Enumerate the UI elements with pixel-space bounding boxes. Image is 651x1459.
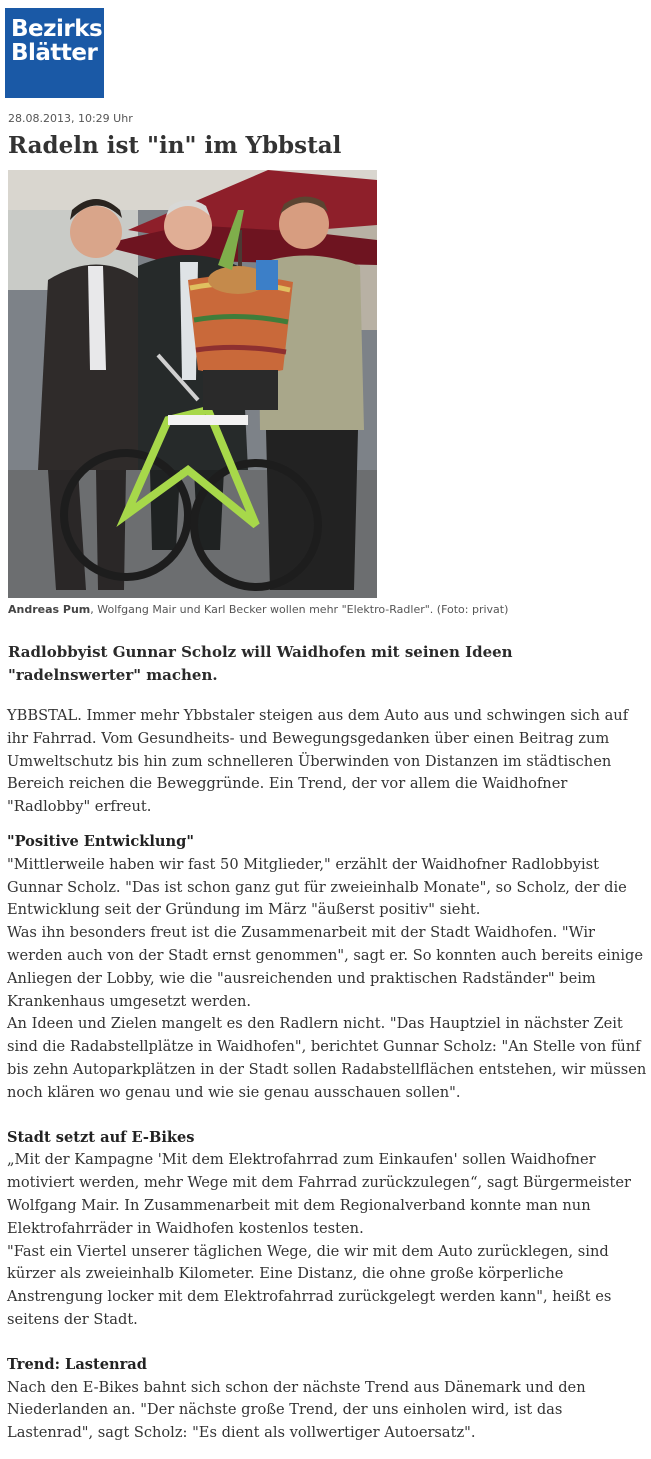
- section-paragraph: Nach den E-Bikes bahnt sich schon der nächste Trend aus Dänemark und den Niederlanden an. "Der nächste große Trend, der uns einholen wird, ist das Lastenrad", sagt Scholz: "Es dient als vollwertiger Autoersatz".: [7, 1378, 586, 1442]
- section-paragraph: „Mit der Kampagne 'Mit dem Elektrofahrrad zum Einkaufen' sollen Waidhofner motiviert werden, mehr Wege mit dem Fahrrad zurückzulegen“, sagt Bürgermeister Wolfgang Mair. In Zusammenarbeit mit dem Regionalverband konnte man nun Elektrofahrräder in Waidhofen kostenlos testen.: [7, 1151, 632, 1237]
- section-paragraph: "Fast ein Viertel unserer täglichen Wege, die wir mit dem Auto zurücklegen, sind kürzer als zweieinhalb Kilometer. Eine Distanz, die ohne große körperliche Anstrengung locker mit dem Elektrofahrrad zurückgelegt werden kann", heißt es seitens der Stadt.: [7, 1242, 612, 1328]
- article-headline: Radeln ist "in" im Ybbstal: [8, 132, 342, 159]
- intro-paragraph: YBBSTAL. Immer mehr Ybbstaler steigen aus dem Auto aus und schwingen sich auf ihr Fahrrad. Vom Gesundheits- und Bewegungsgedanken über einen Beitrag zum Umweltschutz bis hin zum schnelleren Überwinden von Distanzen im städtischen Bereich reichen die Beweggründe. Ein Trend, der vor allem die Waidhofner "Radlobby" erfreut.: [7, 707, 629, 816]
- article-dateline: 28.08.2013, 10:29 Uhr: [8, 112, 133, 125]
- caption-author: Andreas Pum: [8, 603, 91, 616]
- logo-line-1: Bezirks: [11, 16, 103, 42]
- section-heading: Trend: Lastenrad: [7, 1355, 147, 1373]
- caption-text: , Wolfgang Mair und Karl Becker wollen mehr "Elektro-Radler". (Foto: privat): [90, 603, 509, 616]
- section-paragraph: Was ihn besonders freut ist die Zusammenarbeit mit der Stadt Waidhofen. "Wir werden auch von der Stadt ernst genommen", sagt er. So konnten auch bereits einige Anliegen der Lobby, wie die "ausreichenden und praktischen Radständer" beim Krankenhaus umgesetzt werden.: [7, 924, 643, 1010]
- bezirksblaetter-logo[interactable]: [5, 8, 104, 98]
- section-heading: Stadt setzt auf E-Bikes: [7, 1128, 195, 1146]
- section-paragraph: An Ideen und Zielen mangelt es den Radlern nicht. "Das Hauptziel in nächster Zeit sind die Radabstellplätze in Waidhofen", berichtet Gunnar Scholz: "An Stelle von fünf bis zehn Autoparkplätzen in der Stadt sollen Radabstellflächen entstehen, wir müssen noch klären wo genau und wie sie genau ausschauen sollen".: [7, 1015, 647, 1101]
- article-photo[interactable]: [8, 170, 377, 598]
- article-lead: Radlobbyist Gunnar Scholz will Waidhofen mit seinen Ideen "radelnswerter" machen.: [8, 643, 513, 684]
- photo-caption: [8, 603, 648, 616]
- section-heading: "Positive Entwicklung": [7, 832, 194, 850]
- article-body: [7, 705, 647, 1445]
- section-paragraph: "Mittlerweile haben wir fast 50 Mitglieder," erzählt der Waidhofner Radlobbyist Gunnar Scholz. "Das ist schon ganz gut für zweieinhalb Monate", so Scholz, der die Entwicklung seit der Gründung im März "äußerst positiv" sieht.: [7, 855, 627, 919]
- logo-line-2: Blätter: [11, 40, 98, 66]
